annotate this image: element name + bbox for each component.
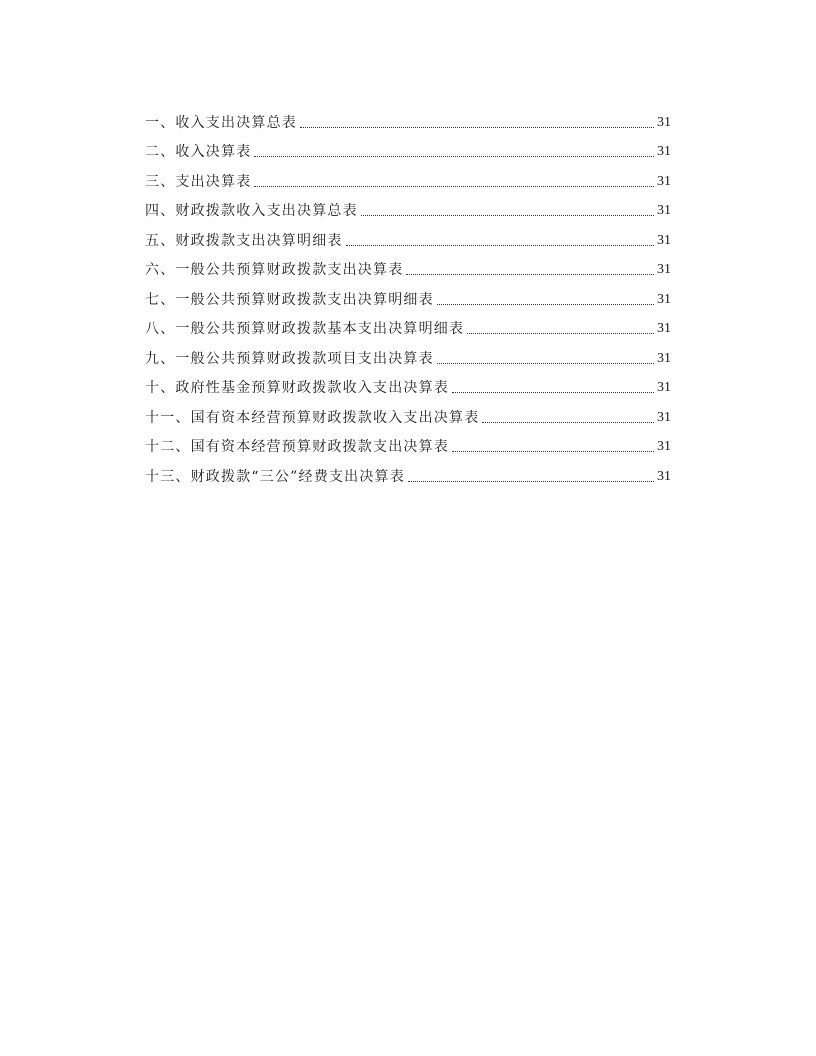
toc-leader-dots	[452, 451, 654, 452]
toc-entry-title: 十、政府性基金预算财政拨款收入支出决算表	[145, 380, 449, 396]
toc-entry-2[interactable]	[145, 133, 671, 163]
toc-leader-dots	[452, 392, 654, 393]
toc-entry-12[interactable]	[145, 428, 671, 458]
toc-entry-8[interactable]	[145, 310, 671, 340]
toc-entry-1[interactable]	[145, 103, 671, 133]
toc-entry-title: 七、一般公共预算财政拨款支出决算明细表	[145, 291, 434, 308]
toc-entry-title: 三、支出决算表	[145, 173, 252, 190]
toc-entry-page: 31	[657, 380, 671, 395]
toc-entry-title: 四、财政拨款收入支出决算总表	[145, 203, 358, 219]
toc-entry-title: 十一、国有资本经营预算财政拨款收入支出决算表	[145, 409, 480, 426]
toc-entry-page: 31	[657, 409, 671, 425]
toc-leader-dots	[361, 215, 654, 216]
toc-entry-page: 31	[657, 291, 671, 307]
toc-entry-title: 二、收入决算表	[145, 144, 252, 160]
toc-entry-title: 六、一般公共预算财政拨款支出决算表	[145, 262, 404, 278]
toc-entry-page: 31	[657, 468, 671, 484]
toc-entry-title: 十三、财政拨款“三公”经费支出决算表	[145, 468, 405, 485]
toc-entry-9[interactable]	[145, 339, 671, 369]
table-of-contents	[145, 103, 671, 487]
toc-entry-page: 31	[657, 439, 671, 454]
toc-leader-dots	[406, 274, 654, 275]
toc-entry-page: 31	[657, 232, 671, 248]
toc-leader-dots	[254, 156, 654, 157]
toc-entry-page: 31	[657, 114, 671, 130]
toc-leader-dots	[300, 127, 654, 128]
toc-entry-page: 31	[657, 203, 671, 218]
toc-leader-dots	[408, 481, 654, 482]
toc-entry-6[interactable]	[145, 251, 671, 281]
toc-entry-13[interactable]	[145, 457, 671, 487]
toc-entry-11[interactable]	[145, 398, 671, 428]
toc-entry-title: 五、财政拨款支出决算明细表	[145, 232, 343, 249]
toc-leader-dots	[437, 363, 654, 364]
toc-leader-dots	[346, 245, 654, 246]
toc-leader-dots	[254, 186, 654, 187]
toc-entry-3[interactable]	[145, 162, 671, 192]
toc-entry-10[interactable]	[145, 369, 671, 399]
toc-entry-page: 31	[657, 262, 671, 277]
toc-entry-title: 一、收入支出决算总表	[145, 114, 297, 131]
toc-entry-page: 31	[657, 321, 671, 336]
toc-leader-dots	[467, 333, 654, 334]
toc-entry-title: 九、一般公共预算财政拨款项目支出决算表	[145, 350, 434, 367]
toc-leader-dots	[437, 304, 654, 305]
toc-entry-page: 31	[657, 350, 671, 366]
toc-leader-dots	[482, 422, 654, 423]
toc-entry-4[interactable]	[145, 192, 671, 222]
toc-entry-7[interactable]	[145, 280, 671, 310]
toc-entry-title: 十二、国有资本经营预算财政拨款支出决算表	[145, 439, 449, 455]
toc-entry-title: 八、一般公共预算财政拨款基本支出决算明细表	[145, 321, 465, 337]
toc-entry-page: 31	[657, 173, 671, 189]
toc-entry-page: 31	[657, 144, 671, 159]
toc-entry-5[interactable]	[145, 221, 671, 251]
